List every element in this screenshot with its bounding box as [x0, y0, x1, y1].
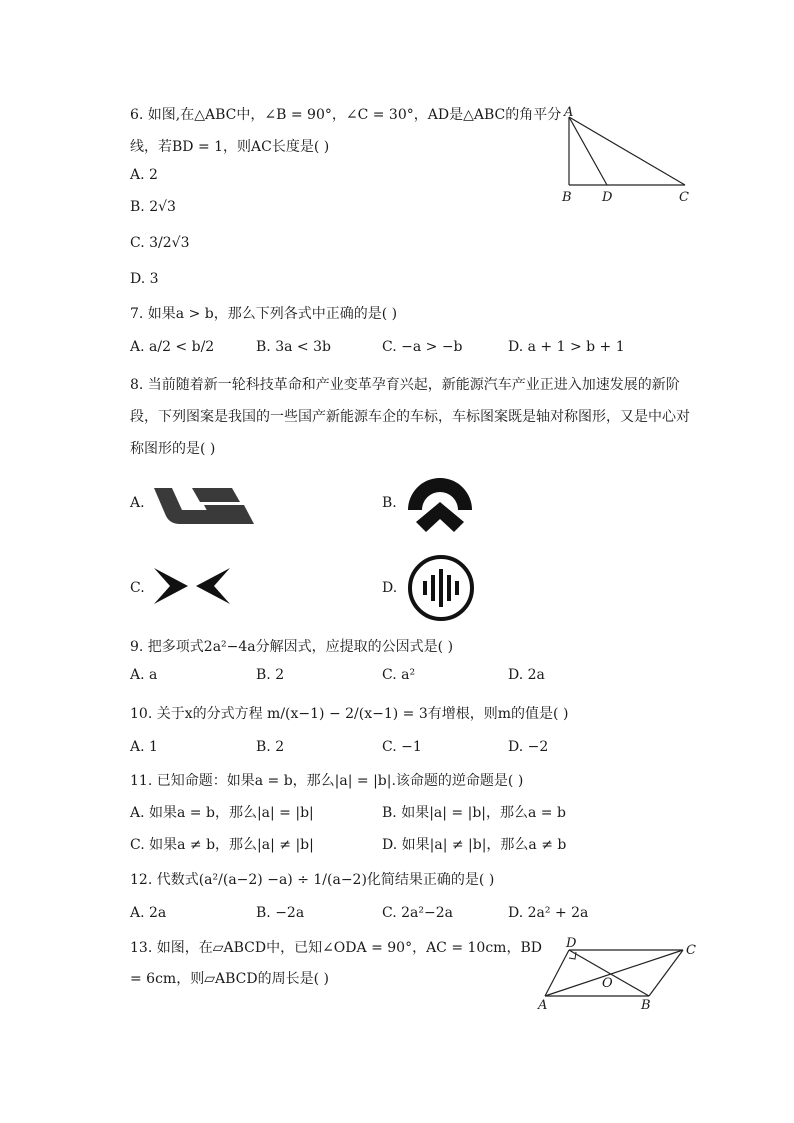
q6-label-b: B — [562, 190, 572, 205]
q10-option-b: B. 2 — [256, 739, 285, 755]
q13-label-a: A — [538, 998, 548, 1013]
q13-stem-line2: = 6cm，则▱ABCD的周长是( ) — [130, 971, 329, 987]
q10-option-d: D. −2 — [508, 739, 549, 755]
q6-label-d: D — [602, 190, 613, 205]
q9-option-b: B. 2 — [256, 667, 285, 683]
q9-option-c: C. a² — [382, 667, 416, 683]
q13-stem-line1: 13. 如图，在▱ABCD中，已知∠ODA = 90°，AC = 10cm，BD — [130, 940, 542, 956]
q11-option-b: B. 如果|a| = |b|，那么a = b — [382, 805, 566, 821]
q12-option-d: D. 2a² + 2a — [508, 905, 589, 921]
q6-label-c: C — [679, 190, 689, 205]
q12-option-a: A. 2a — [130, 905, 167, 921]
q12-option-b: B. −2a — [256, 905, 305, 921]
q13-label-d: D — [566, 936, 577, 951]
q10-option-c: C. −1 — [382, 739, 422, 755]
q6-option-c: C. 3/2√3 — [130, 235, 190, 251]
q7-option-b: B. 3a < 3b — [256, 339, 331, 355]
q6-stem-line2: 线，若BD = 1，则AC长度是( ) — [130, 139, 330, 155]
q12-option-c: C. 2a²−2a — [382, 905, 453, 921]
q12-stem: 12. 代数式(a²/(a−2) −a) ÷ 1/(a−2)化简结果正确的是( ) — [130, 872, 495, 888]
q8-stem-line2: 段，下列图案是我国的一些国产新能源车企的车标，车标图案既是轴对称图形，又是中心对 — [130, 409, 690, 425]
q6-option-b: B. 2√3 — [130, 199, 176, 215]
q8-logo-c-icon — [152, 566, 232, 606]
q8-logo-d-icon — [406, 553, 476, 623]
q9-stem: 9. 把多项式2a²−4a分解因式，应提取的公因式是( ) — [130, 639, 454, 655]
q11-option-d: D. 如果|a| ≠ |b|，那么a ≠ b — [382, 837, 567, 853]
q8-logo-a-icon — [152, 482, 262, 532]
q6-option-a: A. 2 — [130, 167, 158, 183]
q6-option-d: D. 3 — [130, 271, 159, 287]
q8-option-b-label: B. — [382, 495, 397, 511]
q6-label-a: A — [564, 105, 574, 120]
q13-label-b: B — [641, 998, 651, 1013]
q11-option-c: C. 如果a ≠ b，那么|a| ≠ |b| — [130, 837, 314, 853]
q7-option-a: A. a/2 < b/2 — [130, 339, 215, 355]
q8-option-c-label: C. — [130, 580, 145, 596]
q9-option-d: D. 2a — [508, 667, 545, 683]
q8-logo-b-icon — [404, 470, 476, 536]
q8-stem-line1: 8. 当前随着新一轮科技革命和产业变革孕育兴起，新能源汽车产业正进入加速发展的新阶 — [130, 377, 680, 393]
q10-option-a: A. 1 — [130, 739, 158, 755]
q6-triangle-figure — [555, 105, 695, 205]
q9-option-a: A. a — [130, 667, 158, 683]
q8-option-a-label: A. — [130, 495, 145, 511]
q6-stem-line1: 6. 如图,在△ABC中，∠B = 90°，∠C = 30°，AD是△ABC的角平分 — [130, 107, 562, 123]
q11-stem: 11. 已知命题：如果a = b，那么|a| = |b|.该命题的逆命题是( ) — [130, 773, 524, 789]
q7-option-c: C. −a > −b — [382, 339, 463, 355]
q11-option-a: A. 如果a = b，那么|a| = |b| — [130, 805, 314, 821]
q13-parallelogram-figure — [535, 936, 705, 1016]
q8-option-d-label: D. — [382, 580, 398, 596]
q13-label-c: C — [686, 943, 696, 958]
q10-stem: 10. 关于x的分式方程 m/(x−1) − 2/(x−1) = 3有增根，则m的值是( ) — [130, 706, 569, 722]
q8-stem-line3: 称图形的是( ) — [130, 441, 216, 457]
q7-option-d: D. a + 1 > b + 1 — [508, 339, 625, 355]
q7-stem: 7. 如果a > b，那么下列各式中正确的是( ) — [130, 306, 398, 322]
q13-label-o: O — [602, 976, 613, 991]
